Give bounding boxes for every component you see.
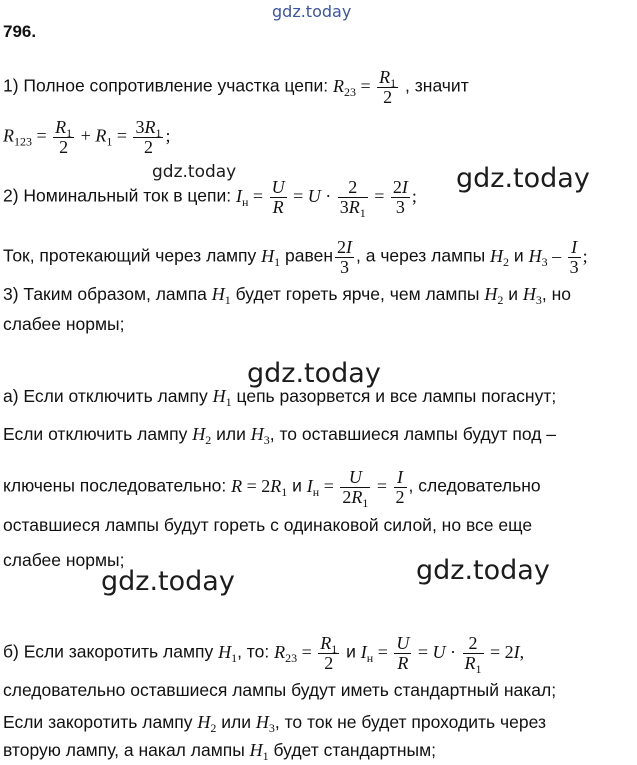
watermark-5: gdz.today [416,555,550,586]
formula-r23: $R_{23}$ = $\frac{R_1}{2}$ [333,67,397,107]
formula-r123: $R_{123}$ = $\frac{R_1}{2}$ + $R_1$ = $\frac{3R_1}{2}$ ; [3,117,171,157]
problem-number: 796. [3,22,37,41]
line-9: ключены последовательно: $R = 2R_1$ и $I_н$ = $\frac{U}{2R_1}$ = $\frac{I}{2}$ , следовательно [3,467,541,510]
watermark-top: gdz.today [272,2,352,21]
line-12: б) Если закоротить лампу $H_1$, то: $R_{23}$ = $\frac{R_1}{2}$ и $I_н$ = $\frac{U}{R}$ = U · $\frac{2}{R_1}$ = 2I, [3,633,525,676]
line-14: Если закоротить лампу $H_2$ или $H_3$, то ток не будет проходить через [3,712,546,735]
line-4: Ток, протекающий через лампу $H_1$ равен $\frac{2I}{3}$ , а через лампы $H_2$ и $H_3$ – $\frac{I}{3}$ ; [3,237,588,277]
line-1: 1) Полное сопротивление участка цепи: $R_{23}$ = $\frac{R_1}{2}$ , значит [3,67,469,107]
line-7: а) Если отключить лампу $H_1$ цепь разорвется и все лампы погаснут; [3,386,557,409]
line-15: вторую лампу, а накал лампы $H_1$ будет стандартным; [3,740,436,763]
line-8: Если отключить лампу $H_2$ или $H_3$, то оставшиеся лампы будут под – [3,424,557,447]
line-10: оставшиеся лампы будут гореть с одинаковой силой, но все еще [3,515,533,535]
watermark-1: gdz.today [152,162,237,182]
line-3: 2) Номинальный ток в цепи: $I_н$ = $\frac{U}{R}$ = U · $\frac{2}{3R_1}$ = $\frac{2I}{3}$ ; [3,177,417,220]
line-11: слабее нормы; [3,550,125,570]
watermark-4: gdz.today [101,566,235,597]
watermark-2: gdz.today [456,163,590,194]
line-13: следовательно оставшиеся лампы будут иметь стандартный накал; [3,680,557,700]
watermark-3: gdz.today [247,358,381,389]
formula-current: $I_н$ = $\frac{U}{R}$ = U · $\frac{2}{3R_1}$ = $\frac{2I}{3}$ ; [235,177,417,220]
line-5: 3) Таким образом, лампа $H_1$ будет гореть ярче, чем лампы $H_2$ и $H_3$, но [3,284,572,307]
line-6: слабее нормы; [3,314,125,334]
